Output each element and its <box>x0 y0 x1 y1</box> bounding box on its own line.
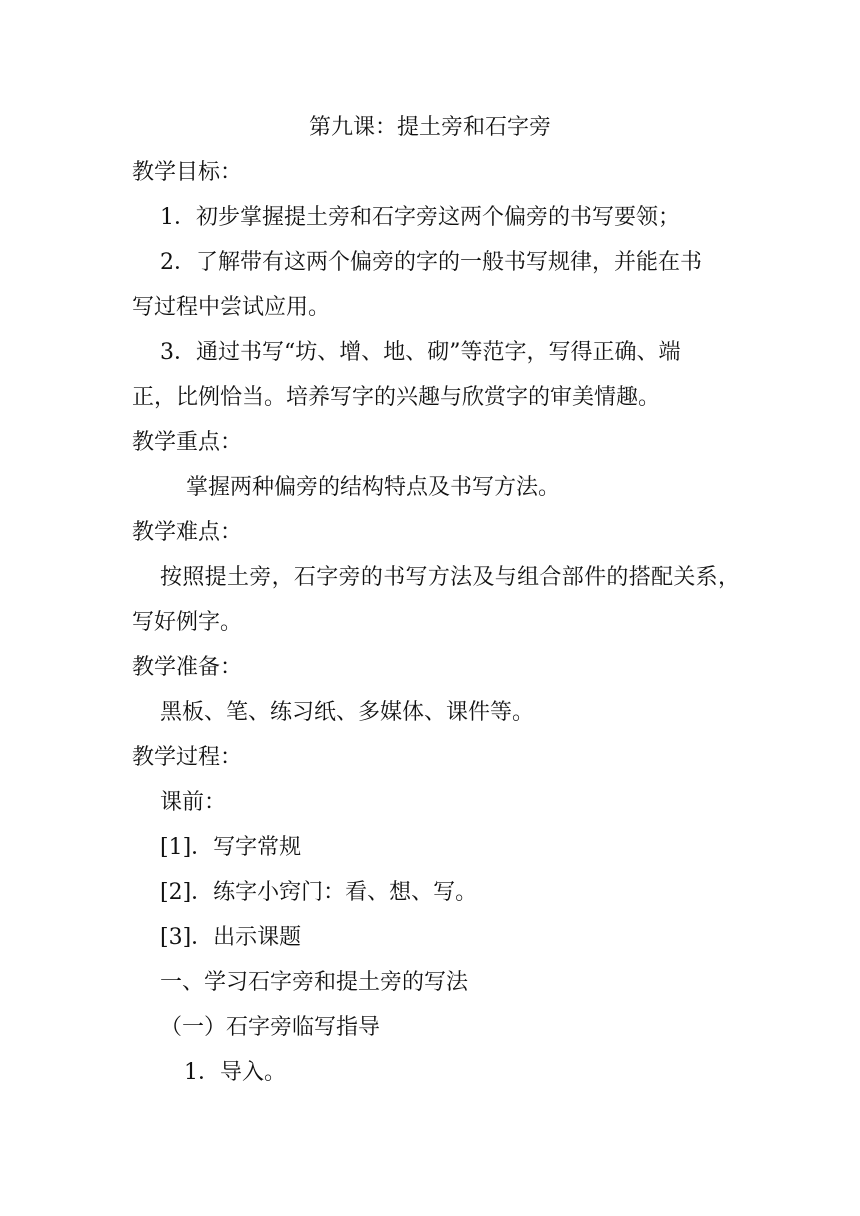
process-step: [3]．出示课题 <box>160 925 302 950</box>
item-one: 1．导入。 <box>184 1060 286 1085</box>
objective-line: 3．通过书写“坊、增、地、砌”等范字，写得正确、端 <box>160 340 681 365</box>
key-points-heading: 教学重点： <box>132 430 243 455</box>
objective-line: 1．初步掌握提土旁和石字旁这两个偏旁的书写要领； <box>160 205 680 230</box>
objective-line: 写过程中尝试应用。 <box>132 295 331 320</box>
process-step: [2]．练字小窍门：看、想、写。 <box>160 880 478 905</box>
subsection-one-title: （一）石字旁临写指导 <box>160 1015 381 1040</box>
process-step: [1]．写字常规 <box>160 835 302 860</box>
difficulties-line: 按照提土旁，石字旁的书写方法及与组合部件的搭配关系， <box>160 565 740 590</box>
key-points-text: 掌握两种偏旁的结构特点及书写方法。 <box>186 475 561 500</box>
objective-line: 正，比例恰当。培养写字的兴趣与欣赏字的审美情趣。 <box>132 385 661 410</box>
objective-line: 2．了解带有这两个偏旁的字的一般书写规律，并能在书 <box>160 250 702 275</box>
section-one-title: 一、学习石字旁和提土旁的写法 <box>160 970 469 995</box>
process-heading: 教学过程： <box>132 745 243 770</box>
lesson-title: 第九课：提土旁和石字旁 <box>308 115 551 140</box>
objectives-heading: 教学目标： <box>132 160 243 185</box>
difficulties-line: 写好例字。 <box>132 610 243 635</box>
preparation-text: 黑板、笔、练习纸、多媒体、课件等。 <box>160 700 535 725</box>
preparation-heading: 教学准备： <box>132 655 243 680</box>
difficulties-heading: 教学难点： <box>132 520 243 545</box>
before-class-label: 课前： <box>160 790 227 815</box>
